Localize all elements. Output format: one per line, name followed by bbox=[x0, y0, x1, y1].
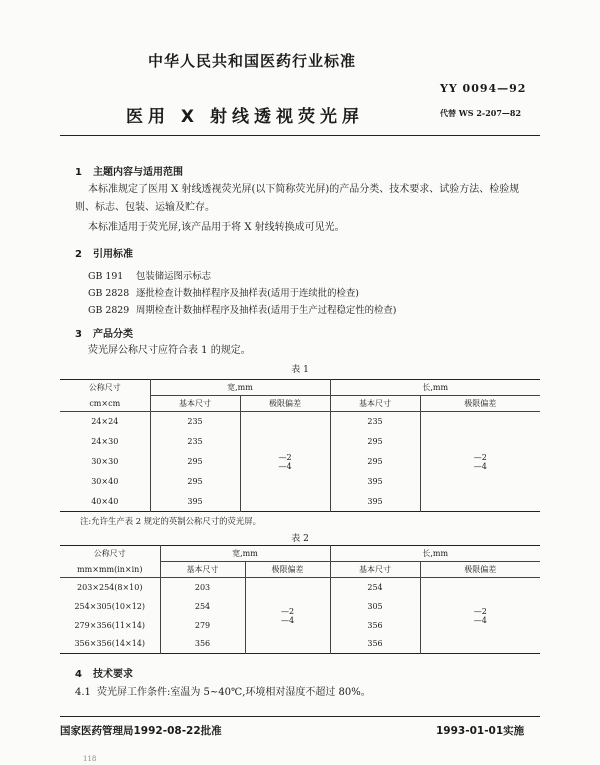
clause-number: 4.1 bbox=[75, 687, 91, 698]
length-cell: 356 bbox=[330, 616, 420, 635]
nominal-size-cell: 24×24 bbox=[60, 412, 150, 432]
replaces-standard: 代替 WS 2-207—82 bbox=[440, 108, 522, 118]
table-2 bbox=[60, 545, 540, 654]
reference-code: GB 2829 bbox=[88, 305, 130, 316]
length-cell: 295 bbox=[330, 452, 420, 472]
section-1-title: 主题内容与适用范围 bbox=[93, 167, 183, 178]
width-cell: 295 bbox=[150, 472, 240, 492]
reference-item bbox=[88, 285, 359, 299]
width-cell: 235 bbox=[150, 432, 240, 452]
section-1-heading bbox=[75, 163, 183, 178]
approval-line: 国家医药管理局1992-08-22批准 bbox=[60, 725, 222, 737]
reference-item bbox=[88, 302, 396, 316]
section-2-heading bbox=[75, 245, 133, 260]
length-limit-deviation-header: 极限偏差 bbox=[464, 565, 497, 574]
nominal-size-cell: 279×356(11×14) bbox=[60, 616, 160, 635]
width-header: 宽,mm bbox=[150, 380, 330, 396]
nominal-size-unit: mm×mm(in×in) bbox=[60, 562, 160, 578]
section-3-para-1: 荧光屏公称尺寸应符合表 1 的规定。 bbox=[88, 345, 251, 356]
length-cell: 254 bbox=[330, 578, 420, 597]
section-4-title: 技术要求 bbox=[93, 669, 133, 680]
width-cell: 295 bbox=[150, 452, 240, 472]
width-cell: 235 bbox=[150, 412, 240, 432]
effective-date: 1993-01-01实施 bbox=[436, 725, 525, 737]
section-4-number: 4 bbox=[75, 669, 82, 680]
length-basic-size-header: 基本尺寸 bbox=[330, 396, 420, 412]
section-2-title: 引用标准 bbox=[93, 249, 133, 260]
section-1-para-2: 本标准适用于荧光屏,该产品用于将 X 射线转换成可见光。 bbox=[88, 222, 345, 233]
table-row bbox=[60, 412, 540, 432]
document-title: 医用 X 射线透视荧光屏 bbox=[126, 107, 364, 127]
reference-code: GB 2828 bbox=[88, 288, 130, 299]
length-tolerance-cell bbox=[420, 578, 540, 654]
clause-4-1 bbox=[75, 684, 371, 702]
section-3-title: 产品分类 bbox=[93, 329, 133, 340]
width-cell: 356 bbox=[160, 635, 245, 654]
section-4-heading bbox=[75, 665, 133, 680]
nominal-size-cell: 356×356(14×14) bbox=[60, 635, 160, 654]
length-tolerance-cell bbox=[420, 412, 540, 512]
length-cell: 295 bbox=[330, 432, 420, 452]
section-2-number: 2 bbox=[75, 249, 82, 260]
table-1 bbox=[60, 379, 540, 512]
tolerance-lower: —4 bbox=[278, 461, 292, 471]
section-1-para-1a: 本标准规定了医用 X 射线透视荧光屏(以下简称荧光屏)的产品分类、技术要求、试验方法、检验规 bbox=[88, 184, 520, 195]
tolerance-lower: —4 bbox=[280, 615, 295, 625]
width-basic-size-header: 基本尺寸 bbox=[150, 396, 240, 412]
issuing-body-title: 中华人民共和国医药行业标准 bbox=[148, 52, 357, 70]
length-cell: 305 bbox=[330, 597, 420, 616]
nominal-size-cell: 254×305(10×12) bbox=[60, 597, 160, 616]
header-rule bbox=[60, 135, 540, 136]
section-3-heading bbox=[75, 325, 133, 340]
tolerance-upper: —2 bbox=[280, 606, 295, 616]
nominal-size-cell: 40×40 bbox=[60, 492, 150, 512]
tolerance-lower: —4 bbox=[473, 615, 487, 625]
width-cell: 254 bbox=[160, 597, 245, 616]
table-1-note: 注:允许生产表 2 规定的英制公称尺寸的荧光屏。 bbox=[80, 516, 261, 526]
width-cell: 395 bbox=[150, 492, 240, 512]
tolerance-upper: —2 bbox=[278, 452, 292, 462]
table-row bbox=[60, 578, 540, 597]
nominal-size-cell: 203×254(8×10) bbox=[60, 578, 160, 597]
width-basic-size-header: 基本尺寸 bbox=[160, 562, 245, 578]
reference-item bbox=[88, 268, 211, 282]
table-2-caption: 表 2 bbox=[291, 534, 309, 544]
reference-title: 包装储运图示标志 bbox=[136, 271, 212, 282]
nominal-size-label: 公称尺寸 bbox=[60, 380, 150, 396]
nominal-size-cell: 30×40 bbox=[60, 472, 150, 492]
width-cell: 279 bbox=[160, 616, 245, 635]
tolerance-upper: —2 bbox=[473, 606, 487, 616]
footer-rule bbox=[60, 716, 540, 717]
section-3-number: 3 bbox=[75, 329, 82, 340]
tolerance-upper: —2 bbox=[473, 452, 487, 462]
length-header: 长,mm bbox=[330, 546, 540, 562]
nominal-size-cell: 24×30 bbox=[60, 432, 150, 452]
length-basic-size-header: 基本尺寸 bbox=[330, 562, 420, 578]
section-1-number: 1 bbox=[75, 167, 82, 178]
page-mark: 118 bbox=[83, 755, 97, 763]
standard-number: YY 0094—92 bbox=[440, 82, 527, 95]
reference-title: 周期检查计数抽样程序及抽样表(适用于生产过程稳定性的检查) bbox=[136, 305, 397, 316]
tolerance-lower: —4 bbox=[473, 461, 487, 471]
nominal-size-cell: 30×30 bbox=[60, 452, 150, 472]
length-limit-deviation-header: 极限偏差 bbox=[464, 399, 497, 408]
length-cell: 395 bbox=[330, 492, 420, 512]
length-cell: 356 bbox=[330, 635, 420, 654]
width-limit-deviation-header: 极限偏差 bbox=[245, 562, 330, 578]
length-cell: 395 bbox=[330, 472, 420, 492]
length-cell: 235 bbox=[330, 412, 420, 432]
reference-title: 逐批检查计数抽样程序及抽样表(适用于连续批的检查) bbox=[136, 288, 359, 299]
table-1-caption: 表 1 bbox=[291, 365, 309, 375]
width-cell: 203 bbox=[160, 578, 245, 597]
nominal-size-label: 公称尺寸 bbox=[60, 546, 160, 562]
width-header: 宽,mm bbox=[160, 546, 330, 562]
section-1-para-1b: 则、标志、包装、运输及贮存。 bbox=[75, 202, 215, 213]
width-limit-deviation-header: 极限偏差 bbox=[240, 396, 330, 412]
width-tolerance-cell bbox=[240, 412, 330, 512]
clause-text: 荧光屏工作条件:室温为 5~40℃,环境相对湿度不超过 80%。 bbox=[97, 687, 371, 698]
width-tolerance-cell bbox=[245, 578, 330, 654]
reference-code: GB 191 bbox=[88, 271, 124, 282]
length-header: 长,mm bbox=[330, 380, 540, 396]
nominal-size-unit: cm×cm bbox=[60, 396, 150, 412]
